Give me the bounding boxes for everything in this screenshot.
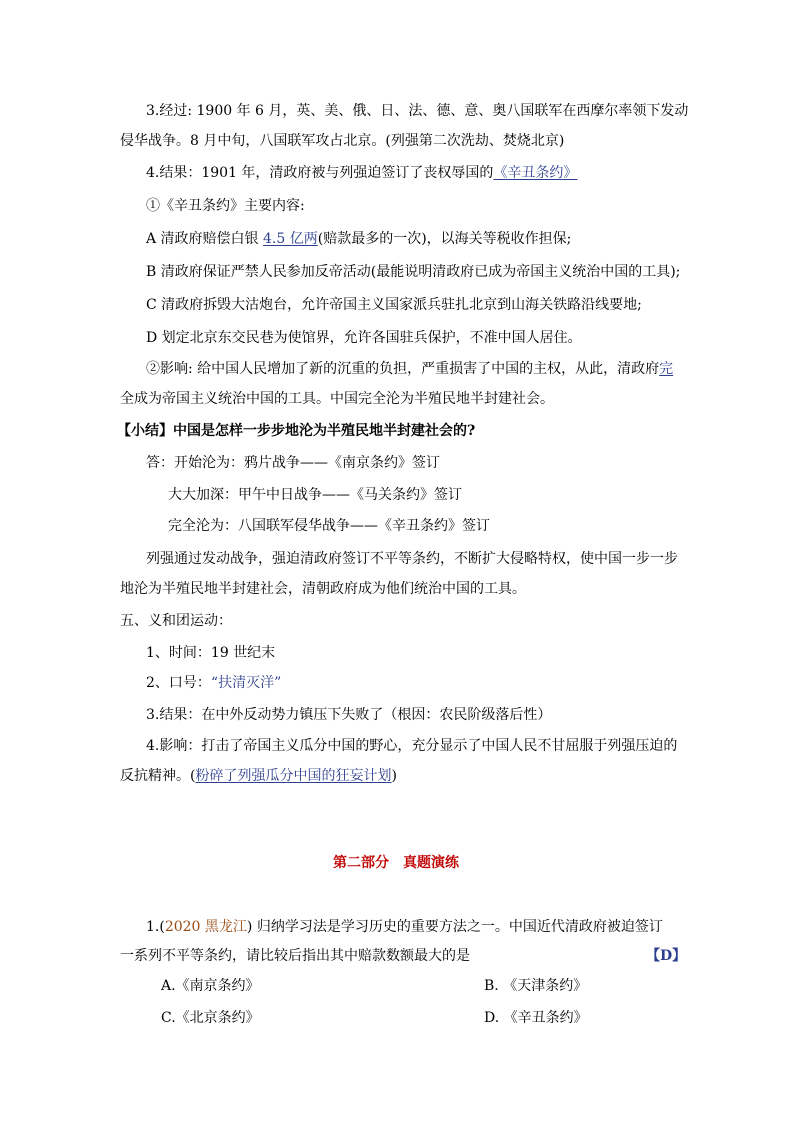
boxer-influence-2 [120, 766, 397, 786]
boxer-time: 1、时间：19 世纪末 [146, 645, 276, 661]
passage-line: 3.经过: 1900 年 6 月，英、美、俄、日、法、德、意、奥八国联军在西摩尔率领下发动 [146, 103, 689, 119]
boxer-influence-link[interactable]: 粉碎了列强瓜分中国的狂妄计划 [195, 768, 392, 784]
item-d: D 划定北京东交民巷为使馆界，允许各国驻兵保护，不准中国人居住。 [146, 330, 582, 346]
item-a [146, 229, 571, 249]
summary-question: 【小结】中国是怎样一步步地沦为半殖民地半封建社会的? [117, 423, 476, 439]
boxer-slogan-line [146, 673, 281, 693]
question-text: ) 归纳学习法是学习历史的重要方法之一。中国近代清政府被迫签订 [246, 919, 663, 935]
question-number: 1.( [146, 919, 165, 935]
boxer-influence-suffix: ) [391, 768, 397, 784]
item-c: C 清政府拆毁大沽炮台，允许帝国主义国家派兵驻扎北京到山海关铁路沿线要地; [146, 297, 642, 313]
part-title: 第二部分 真题演练 [333, 855, 459, 871]
boxer-influence-prefix: 反抗精神。( [120, 768, 196, 784]
result-line [146, 163, 577, 183]
boxer-result: 3.结果：在中外反动势力镇压下失败了（根因：农民阶级落后性） [146, 707, 552, 723]
indemnity-link[interactable]: 4.5 亿两 [263, 231, 318, 247]
boxer-influence: 4.影响：打击了帝国主义瓜分中国的野心，充分显示了中国人民不甘屈服于列强压迫的 [146, 738, 678, 754]
question-1-line-1 [146, 917, 663, 937]
content-title: ①《辛丑条约》主要内容: [146, 198, 305, 214]
summary-answer-2: 大大加深：甲午中日战争——《马关条约》签订 [168, 487, 462, 503]
boxer-slogan-label: 2、口号： [146, 675, 211, 691]
question-source: 2020 黑龙江 [164, 919, 247, 935]
option-d[interactable]: D. 《辛丑条约》 [484, 1010, 588, 1026]
summary-answer-3: 完全沦为：八国联军侵华战争——《辛丑条约》签订 [168, 518, 490, 534]
question-1-line-2: 一系列不平等条约，请比较后指出其中赔款数额最大的是 [120, 948, 470, 964]
item-a-suffix: (赔款最多的一次)，以海关等税收作担保; [317, 231, 572, 247]
influence-line-2: 全成为帝国主义统治中国的工具。中国完全沦为半殖民地半封建社会。 [120, 391, 554, 407]
option-c[interactable]: C.《北京条约》 [161, 1010, 260, 1026]
option-b[interactable]: B. 《天津条约》 [484, 978, 588, 994]
option-a[interactable]: A.《南京条约》 [161, 978, 260, 994]
answer-badge: 【D】 [646, 948, 687, 964]
summary-paragraph-2: 地沦为半殖民地半封建社会，清朝政府成为他们统治中国的工具。 [120, 581, 526, 597]
summary-answer-1: 答：开始沦为：鸦片战争——《南京条约》签订 [146, 455, 440, 471]
influence-link[interactable]: 完 [659, 361, 674, 377]
influence-prefix: ②影响: 给中国人民增加了新的沉重的负担，严重损害了中国的主权，从此，清政府 [146, 361, 660, 377]
influence-line [146, 359, 673, 379]
item-a-prefix: A 清政府赔偿白银 [146, 231, 264, 247]
passage-line: 侵华战争。8 月中旬，八国联军攻占北京。(列强第二次洗劫、焚烧北京) [120, 133, 565, 149]
item-b: B 清政府保证严禁人民参加反帝活动(最能说明清政府已成为帝国主义统治中国的工具); [146, 264, 681, 280]
section-title: 五、义和团运动： [120, 613, 232, 629]
treaty-link[interactable]: 《辛丑条约》 [493, 165, 578, 181]
result-prefix: 4.结果：1901 年，清政府被与列强迫签订了丧权辱国的 [146, 165, 494, 181]
boxer-slogan: “扶清灭洋” [210, 675, 282, 691]
summary-paragraph: 列强通过发动战争，强迫清政府签订不平等条约，不断扩大侵略特权，使中国一步一步 [146, 551, 678, 567]
